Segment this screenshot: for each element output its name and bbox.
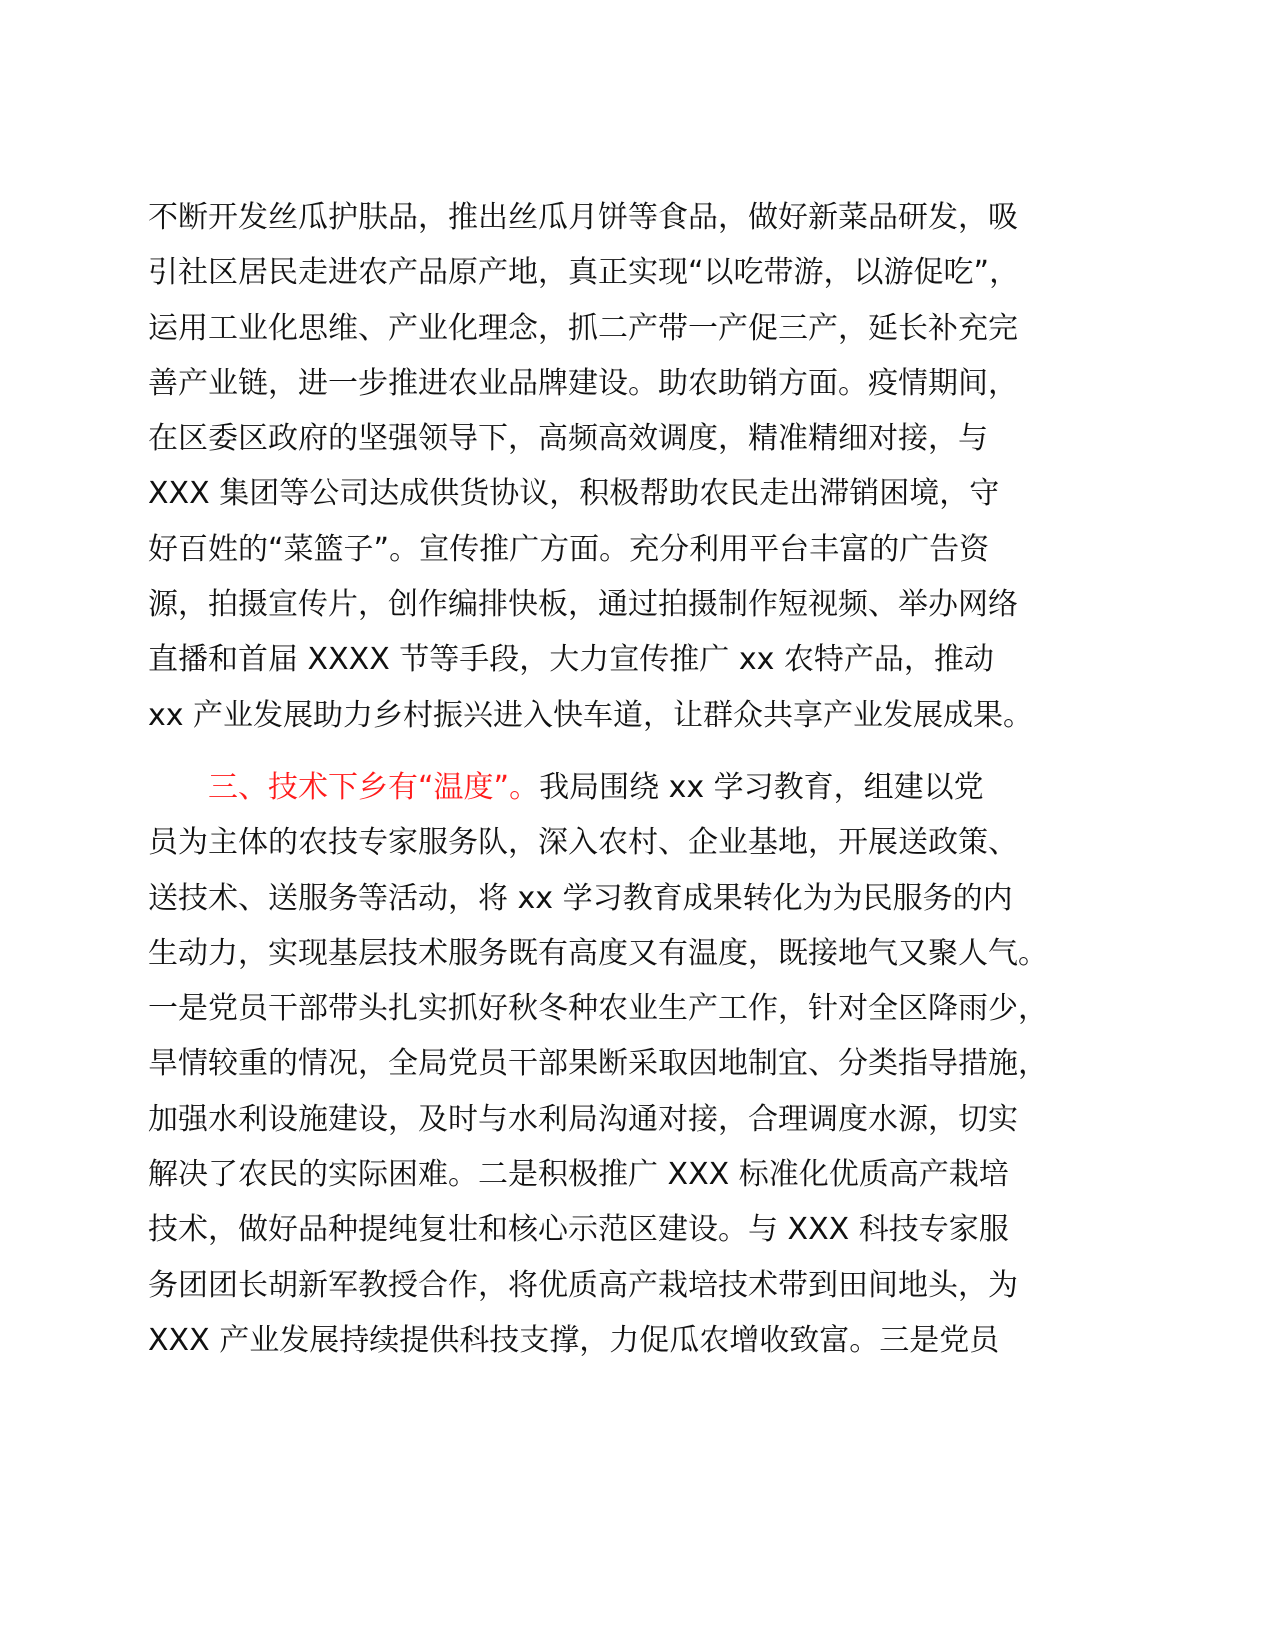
paragraph-1 bbox=[148, 190, 1128, 743]
paragraph-1-line: xx 产业发展助力乡村振兴进入快车道，让群众共享产业发展成果。 bbox=[148, 697, 1034, 733]
paragraph-1-line: 不断开发丝瓜护肤品，推出丝瓜月饼等食品，做好新菜品研发，吸 bbox=[148, 200, 1018, 235]
paragraph-1-line: XXX 集团等公司达成供货协议，积极帮助农民走出滞销困境，守 bbox=[148, 476, 1000, 512]
paragraph-2-line: 旱情较重的情况，全局党员干部果断采取因地制宜、分类指导措施， bbox=[148, 1046, 1048, 1082]
paragraph-1-line: 引社区居民走进农产品原产地，真正实现“以吃带游，以游促吃”， bbox=[148, 255, 1020, 291]
paragraph-1-line: 运用工业化思维、产业化理念，抓二产带一产促三产，延长补充完 bbox=[148, 310, 1018, 346]
paragraph-2-line: 送技术、送服务等活动，将 xx 学习教育成果转化为为民服务的内 bbox=[148, 880, 1013, 916]
paragraph-2 bbox=[148, 760, 1128, 1368]
paragraph-2-line: 解决了农民的实际困难。二是积极推广 XXX 标准化优质高产栽培 bbox=[148, 1157, 1009, 1193]
paragraph-2-line: 务团团长胡新军教授合作，将优质高产栽培技术带到田间地头，为 bbox=[148, 1267, 1018, 1303]
paragraph-1-line: 直播和首届 XXXX 节等手段，大力宣传推广 xx 农特产品，推动 bbox=[148, 642, 994, 678]
paragraph-1-line: 源，拍摄宣传片，创作编排快板，通过拍摄制作短视频、举办网络 bbox=[148, 587, 1018, 623]
paragraph-2-line: 技术，做好品种提纯复壮和核心示范区建设。与 XXX 科技专家服 bbox=[148, 1212, 1009, 1248]
paragraph-2-line: 员为主体的农技专家服务队，深入农村、企业基地，开展送政策、 bbox=[148, 825, 1018, 861]
paragraph-2-line: XXX 产业发展持续提供科技支撑，力促瓜农增收致富。三是党员 bbox=[148, 1322, 1000, 1358]
paragraph-1-line: 好百姓的“菜篮子”。宣传推广方面。充分利用平台丰富的广告资 bbox=[148, 531, 990, 567]
paragraph-1-line: 在区委区政府的坚强领导下，高频高效调度，精准精细对接，与 bbox=[148, 421, 988, 457]
paragraph-1-line: 善产业链，进一步推进农业品牌建设。助农助销方面。疫情期间， bbox=[148, 365, 1018, 401]
paragraph-2-first-line bbox=[148, 760, 1128, 815]
paragraph-2-line: 生动力，实现基层技术服务既有高度又有温度，既接地气又聚人气。 bbox=[148, 935, 1048, 971]
paragraph-2-first-line-text: 我局围绕 xx 学习教育，组建以党 bbox=[539, 770, 984, 805]
paragraph-2-line: 一是党员干部带头扎实抓好秋冬种农业生产工作，针对全区降雨少， bbox=[148, 991, 1048, 1027]
paragraph-2-line: 加强水利设施建设，及时与水利局沟通对接，合理调度水源，切实 bbox=[148, 1101, 1018, 1137]
section-heading: 三、技术下乡有“温度”。 bbox=[208, 770, 540, 805]
